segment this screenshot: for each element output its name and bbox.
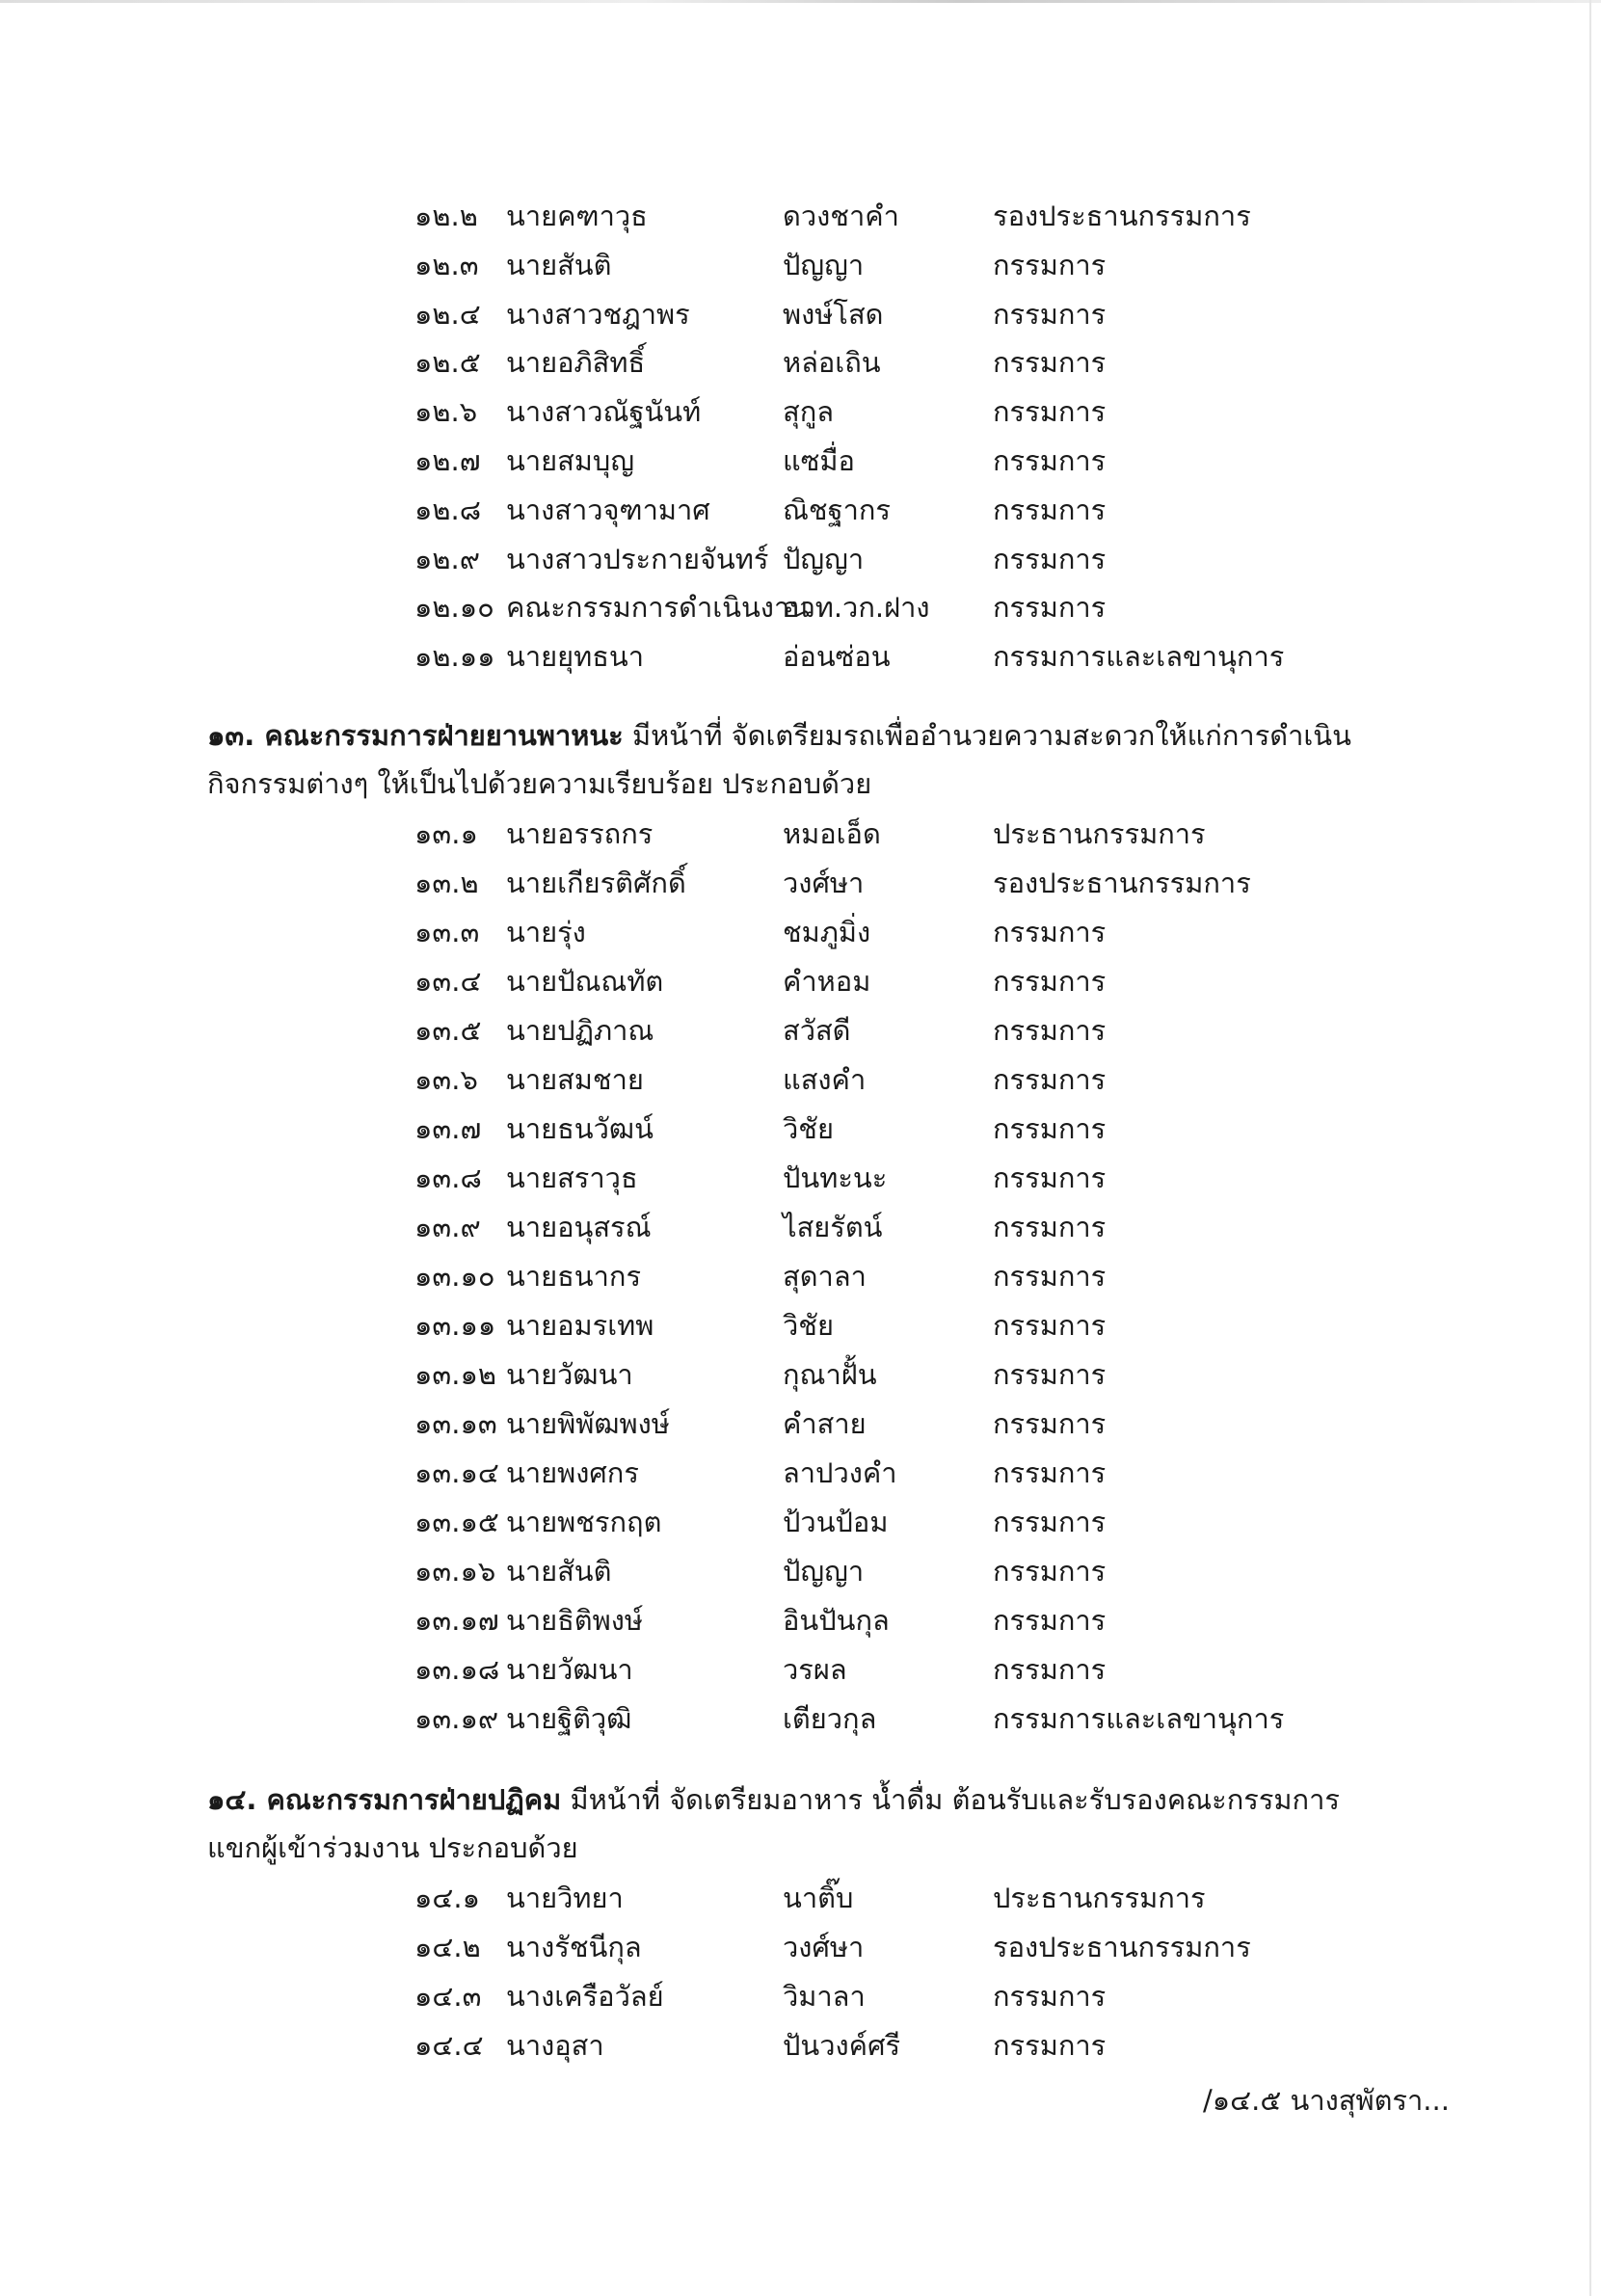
member-first-name: นางสาวจุฑามาศ bbox=[506, 493, 710, 526]
member-row bbox=[414, 957, 1282, 1005]
member-last-name: หมอเอ็ด bbox=[783, 817, 881, 850]
member-first-name: นายสันติ bbox=[506, 1555, 612, 1588]
member-last-name: สุดาลา bbox=[783, 1260, 867, 1293]
member-first-name: นายฐิติวุฒิ bbox=[506, 1702, 632, 1735]
member-number: ๑๓.๕ bbox=[414, 1014, 482, 1047]
member-number: ๑๓.๙ bbox=[414, 1211, 481, 1243]
member-number: ๑๓.๘ bbox=[414, 1161, 482, 1194]
member-row bbox=[414, 1498, 1282, 1546]
member-row bbox=[414, 535, 1282, 583]
member-row bbox=[414, 241, 1282, 289]
member-role: กรรมการ bbox=[993, 1456, 1107, 1489]
member-number: ๑๓.๑๖ bbox=[414, 1555, 496, 1588]
member-last-name: หล่อเถิน bbox=[783, 346, 881, 380]
member-first-name: นายธนากร bbox=[506, 1260, 642, 1293]
member-role: ประธานกรรมการ bbox=[993, 1882, 1206, 1914]
member-role: กรรมการ bbox=[993, 248, 1107, 281]
member-number: ๑๒.๒ bbox=[414, 200, 478, 232]
scan-top-edge bbox=[0, 0, 1601, 3]
member-number: ๑๓.๑ bbox=[414, 817, 478, 850]
member-last-name: ดวงชาคำ bbox=[783, 200, 899, 232]
member-last-name: กุณาฝั้น bbox=[783, 1358, 877, 1391]
member-first-name: นายอนุสรณ์ bbox=[506, 1211, 652, 1243]
member-number: ๑๓.๑๑ bbox=[414, 1309, 496, 1342]
member-number: ๑๓.๖ bbox=[414, 1063, 478, 1096]
member-number: ๑๒.๘ bbox=[414, 493, 482, 526]
member-number: ๑๓.๔ bbox=[414, 965, 482, 998]
member-last-name: นาติ๊บ bbox=[783, 1882, 854, 1914]
member-role: กรรมการ bbox=[993, 395, 1107, 429]
member-first-name: นายรุ่ง bbox=[506, 916, 586, 948]
member-number: ๑๒.๑๑ bbox=[414, 640, 495, 674]
member-last-name: สุกูล bbox=[783, 395, 835, 429]
member-number: ๑๓.๓ bbox=[414, 916, 480, 948]
member-last-name: วงศ์ษา bbox=[783, 1931, 865, 1963]
member-last-name: วิมาลา bbox=[783, 1980, 866, 2013]
member-first-name: นายธิติพงษ์ bbox=[506, 1604, 644, 1637]
member-role: กรรมการ bbox=[993, 297, 1107, 331]
member-role: กรรมการ bbox=[993, 346, 1107, 380]
member-row bbox=[414, 192, 1282, 240]
member-role: กรรมการและเลขานุการ bbox=[993, 640, 1285, 674]
member-last-name: ปันทะนะ bbox=[783, 1161, 888, 1194]
member-number: ๑๓.๑๕ bbox=[414, 1506, 499, 1538]
member-role: รองประธานกรรมการ bbox=[993, 867, 1251, 899]
member-role: กรรมการ bbox=[993, 1980, 1107, 2013]
member-row bbox=[414, 1154, 1282, 1202]
member-first-name: นายยุทธนา bbox=[506, 640, 645, 674]
member-row bbox=[414, 387, 1282, 436]
member-number: ๑๓.๑๔ bbox=[414, 1456, 499, 1489]
member-first-name: นางเครือวัลย์ bbox=[506, 1980, 664, 2013]
page-continuation: /๑๔.๕ นางสุพัตรา... bbox=[1203, 2084, 1450, 2117]
member-role: กรรมการและเลขานุการ bbox=[993, 1702, 1285, 1735]
member-row bbox=[414, 1695, 1285, 1743]
member-role: รองประธานกรรมการ bbox=[993, 1931, 1251, 1963]
member-last-name: ปัญญา bbox=[783, 248, 865, 281]
member-last-name: พงษ์โสด bbox=[783, 297, 884, 331]
member-first-name: นายคฑาวุธ bbox=[506, 200, 648, 232]
member-first-name: นายอรรถกร bbox=[506, 817, 654, 850]
scan-right-edge bbox=[1589, 0, 1591, 2296]
member-number: ๑๒.๑๐ bbox=[414, 591, 494, 625]
member-role: กรรมการ bbox=[993, 1506, 1107, 1538]
member-role: กรรมการ bbox=[993, 1063, 1107, 1096]
member-role: กรรมการ bbox=[993, 965, 1107, 998]
member-row bbox=[414, 1105, 1282, 1153]
member-number: ๑๒.๔ bbox=[414, 297, 481, 331]
member-last-name: ลาปวงคำ bbox=[783, 1456, 897, 1489]
member-row bbox=[414, 1547, 1282, 1595]
member-number: ๑๔.๑ bbox=[414, 1882, 480, 1914]
member-first-name: นายสราวุธ bbox=[506, 1161, 638, 1194]
member-number: ๑๔.๓ bbox=[414, 1980, 482, 2013]
section-14-title: ๑๔. คณะกรรมการฝ่ายปฏิคม bbox=[207, 1783, 562, 1816]
member-number: ๑๒.๗ bbox=[414, 444, 481, 477]
member-role: กรรมการ bbox=[993, 1260, 1107, 1293]
member-role: กรรมการ bbox=[993, 1309, 1107, 1342]
member-first-name: นายวัฒนา bbox=[506, 1358, 633, 1391]
member-role: กรรมการ bbox=[993, 916, 1107, 948]
member-row bbox=[414, 1645, 1282, 1694]
member-role: กรรมการ bbox=[993, 1112, 1107, 1145]
member-role: กรรมการ bbox=[993, 1014, 1107, 1047]
member-number: ๑๓.๒ bbox=[414, 867, 479, 899]
member-row bbox=[414, 486, 1282, 534]
member-role: กรรมการ bbox=[993, 444, 1107, 477]
member-first-name: นายสมชาย bbox=[506, 1063, 644, 1096]
member-row bbox=[414, 2021, 1282, 2069]
member-row bbox=[414, 1400, 1282, 1448]
member-row bbox=[414, 437, 1282, 485]
member-row bbox=[414, 908, 1282, 956]
member-role: กรรมการ bbox=[993, 1161, 1107, 1194]
member-row bbox=[414, 1972, 1282, 2020]
member-row bbox=[414, 1055, 1282, 1104]
section-13-duty: มีหน้าที่ จัดเตรียมรถเพื่ออำนวยความสะดวกให้แก่การดำเนิน bbox=[631, 719, 1351, 752]
member-last-name: แซมื่อ bbox=[783, 444, 855, 477]
member-role: กรรมการ bbox=[993, 1653, 1107, 1686]
member-last-name: วงศ์ษา bbox=[783, 867, 865, 899]
member-row bbox=[414, 1874, 1282, 1922]
member-row bbox=[414, 1923, 1282, 1971]
member-number: ๑๒.๕ bbox=[414, 346, 481, 380]
member-first-name: นางอุสา bbox=[506, 2029, 604, 2062]
member-first-name: นางสาวชฎาพร bbox=[506, 297, 690, 331]
member-row bbox=[414, 338, 1282, 387]
member-last-name: อ่อนซ่อน bbox=[783, 640, 891, 674]
member-first-name: นายสมบุญ bbox=[506, 444, 635, 477]
member-role: กรรมการ bbox=[993, 1555, 1107, 1588]
section-13-heading bbox=[207, 711, 1441, 760]
member-last-name: ปัญญา bbox=[783, 542, 865, 575]
member-first-name: นายพิพัฒพงษ์ bbox=[506, 1407, 670, 1440]
member-row bbox=[414, 1203, 1282, 1251]
member-first-name: นายอมรเทพ bbox=[506, 1309, 654, 1342]
member-row bbox=[414, 1301, 1282, 1349]
member-first-name: คณะกรรมการดำเนินงาน bbox=[506, 591, 810, 625]
member-number: ๑๒.๓ bbox=[414, 248, 479, 281]
member-role: กรรมการ bbox=[993, 2029, 1107, 2062]
member-number: ๑๓.๑๘ bbox=[414, 1653, 500, 1686]
member-last-name: วิชัย bbox=[783, 1309, 834, 1342]
member-first-name: นางสาวณัฐนันท์ bbox=[506, 395, 702, 429]
member-number: ๑๔.๔ bbox=[414, 2029, 484, 2062]
member-role: กรรมการ bbox=[993, 1211, 1107, 1243]
member-role: กรรมการ bbox=[993, 1358, 1107, 1391]
member-last-name: คำสาย bbox=[783, 1407, 867, 1440]
section-13-duty-cont: กิจกรรมต่างๆ ให้เป็นไปด้วยความเรียบร้อย ประกอบด้วย bbox=[207, 767, 872, 800]
member-first-name: นายปัณณทัต bbox=[506, 965, 664, 998]
member-number: ๑๔.๒ bbox=[414, 1931, 481, 1963]
member-number: ๑๒.๙ bbox=[414, 542, 480, 575]
member-row bbox=[414, 1006, 1282, 1055]
member-first-name: นายวิทยา bbox=[506, 1882, 624, 1914]
section-13-title: ๑๓. คณะกรรมการฝ่ายยานพาหนะ bbox=[207, 719, 624, 752]
member-first-name: นางรัชนีกุล bbox=[506, 1931, 642, 1963]
member-last-name: ณิชฐากร bbox=[783, 493, 892, 526]
member-role: กรรมการ bbox=[993, 591, 1107, 625]
section-14-heading bbox=[207, 1775, 1441, 1824]
member-last-name: ป้วนป้อม bbox=[783, 1506, 889, 1538]
section-14-duty: มีหน้าที่ จัดเตรียมอาหาร น้ำดื่ม ต้อนรับและรับรองคณะกรรมการ bbox=[570, 1783, 1340, 1816]
member-last-name: วิชัย bbox=[783, 1112, 834, 1145]
member-last-name: ชมภูมิ่ง bbox=[783, 916, 871, 948]
member-role: กรรมการ bbox=[993, 1407, 1107, 1440]
member-role: กรรมการ bbox=[993, 542, 1107, 575]
member-first-name: นายปฏิภาณ bbox=[506, 1014, 654, 1047]
member-first-name: นางสาวประกายจันทร์ bbox=[506, 542, 769, 575]
member-role: ประธานกรรมการ bbox=[993, 817, 1206, 850]
member-number: ๑๓.๑๙ bbox=[414, 1702, 499, 1735]
member-last-name: เตียวกุล bbox=[783, 1702, 877, 1735]
member-row bbox=[414, 290, 1282, 338]
member-last-name: ปันวงค์ศรี bbox=[783, 2029, 901, 2062]
member-last-name: อินปันกุล bbox=[783, 1604, 890, 1637]
member-row bbox=[414, 1449, 1282, 1497]
member-last-name: วรผล bbox=[783, 1653, 847, 1686]
section-14-duty-cont: แขกผู้เข้าร่วมงาน ประกอบด้วย bbox=[207, 1831, 578, 1864]
member-row bbox=[414, 859, 1282, 907]
member-row bbox=[414, 1252, 1282, 1300]
member-number: ๑๓.๑๒ bbox=[414, 1358, 496, 1391]
member-number: ๑๓.๑๐ bbox=[414, 1260, 495, 1293]
member-first-name: นายพชรกฤต bbox=[506, 1506, 662, 1538]
member-first-name: นายพงศกร bbox=[506, 1456, 639, 1489]
member-row bbox=[414, 810, 1282, 858]
member-last-name: คำหอม bbox=[783, 965, 871, 998]
member-last-name: แสงคำ bbox=[783, 1063, 867, 1096]
member-last-name: ปัญญา bbox=[783, 1555, 865, 1588]
member-last-name: ไสยรัตน์ bbox=[783, 1211, 883, 1243]
member-role: กรรมการ bbox=[993, 1604, 1107, 1637]
member-number: ๑๓.๑๓ bbox=[414, 1407, 497, 1440]
member-first-name: นายธนวัฒน์ bbox=[506, 1112, 654, 1145]
member-number: ๑๒.๖ bbox=[414, 395, 478, 429]
member-first-name: นายสันติ bbox=[506, 248, 612, 281]
member-row bbox=[414, 1350, 1282, 1399]
member-first-name: นายเกียรติศักดิ์ bbox=[506, 867, 686, 899]
member-row bbox=[414, 632, 1285, 681]
member-last-name: อวท.วก.ฝาง bbox=[783, 591, 930, 625]
member-role: กรรมการ bbox=[993, 493, 1107, 526]
member-number: ๑๓.๑๗ bbox=[414, 1604, 499, 1637]
member-first-name: นายอภิสิทธิ์ bbox=[506, 346, 646, 380]
member-row bbox=[414, 583, 1282, 631]
member-number: ๑๓.๗ bbox=[414, 1112, 482, 1145]
member-last-name: สวัสดี bbox=[783, 1014, 851, 1047]
member-role: รองประธานกรรมการ bbox=[993, 200, 1251, 232]
member-row bbox=[414, 1596, 1282, 1644]
member-first-name: นายวัฒนา bbox=[506, 1653, 633, 1686]
